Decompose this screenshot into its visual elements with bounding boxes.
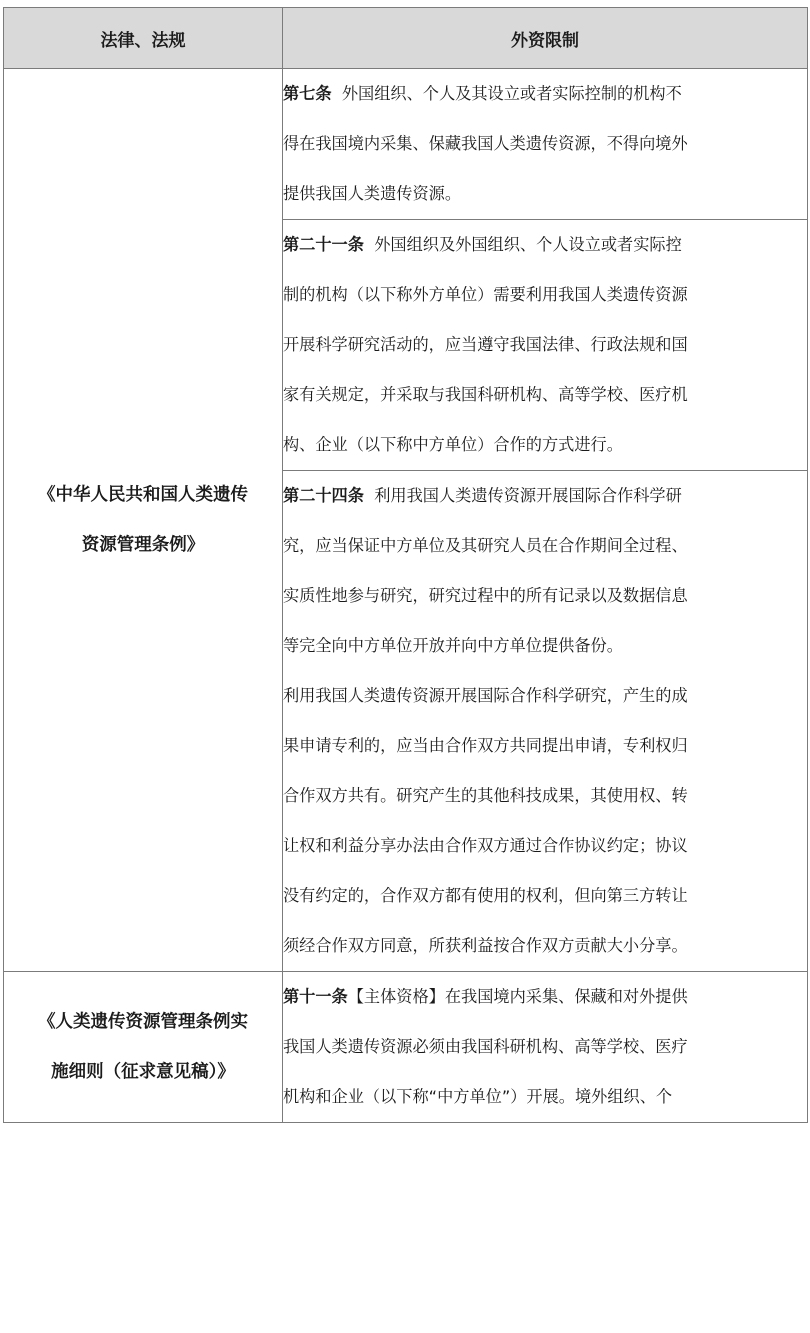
- law-name-cell: [4, 69, 283, 972]
- article-text-line: 【主体资格】在我国境内采集、保藏和对外提供: [347, 987, 688, 1006]
- article-text-line: 究，应当保证中方单位及其研究人员在合作期间全过程、: [283, 536, 688, 555]
- article-cell: [283, 471, 808, 972]
- article-text-line: 机构和企业（以下称“中方单位”）开展。境外组织、个: [283, 1087, 673, 1106]
- article-label: 第十一条: [283, 987, 348, 1006]
- article-text-line: 开展科学研究活动的，应当遵守我国法律、行政法规和国: [283, 335, 688, 354]
- article-text-line: 构、企业（以下称中方单位）合作的方式进行。: [283, 435, 623, 454]
- table-row: [4, 69, 808, 220]
- article-text-line: 提供我国人类遗传资源。: [283, 184, 462, 203]
- article-text-line: 得在我国境内采集、保藏我国人类遗传资源，不得向境外: [283, 134, 688, 153]
- article-text-line: 制的机构（以下称外方单位）需要利用我国人类遗传资源: [283, 285, 688, 304]
- article-text-line: 须经合作双方同意，所获利益按合作双方贡献大小分享。: [283, 936, 688, 955]
- article-text-line: 外国组织及外国组织、个人设立或者实际控: [374, 235, 682, 254]
- article-label: 第二十四条: [283, 486, 364, 505]
- article-text-line: 合作双方共有。研究产生的其他科技成果，其使用权、转: [283, 786, 688, 805]
- article-text-line: 没有约定的，合作双方都有使用的权利，但向第三方转让: [283, 886, 688, 905]
- article-text-line: 等完全向中方单位开放并向中方单位提供备份。: [283, 636, 623, 655]
- article-label: 第七条: [283, 84, 332, 103]
- law-name-line: 《人类遗传资源管理条例实: [38, 1012, 248, 1032]
- header-law-column: 法律、法规: [4, 8, 283, 69]
- header-restriction-column: 外资限制: [283, 8, 808, 69]
- header-row: [4, 8, 808, 69]
- article-text-line: 外国组织、个人及其设立或者实际控制的机构不: [341, 84, 682, 103]
- article-text-line: 家有关规定，并采取与我国科研机构、高等学校、医疗机: [283, 385, 688, 404]
- article-text-line: 我国人类遗传资源必须由我国科研机构、高等学校、医疗: [283, 1037, 688, 1056]
- article-text-line: 利用我国人类遗传资源开展国际合作科学研: [374, 486, 682, 505]
- article-cell: [283, 69, 808, 220]
- article-cell: [283, 972, 808, 1123]
- article-label: 第二十一条: [283, 235, 364, 254]
- article-text-line: 果申请专利的，应当由合作双方共同提出申请，专利权归: [283, 736, 688, 755]
- article-text-line: 实质性地参与研究，研究过程中的所有记录以及数据信息: [283, 586, 688, 605]
- table-row: [4, 972, 808, 1123]
- regulations-table: [3, 7, 808, 1123]
- article-cell: [283, 220, 808, 471]
- law-name-line: 《中华人民共和国人类遗传: [38, 485, 248, 505]
- law-name-line: 施细则（征求意见稿）》: [51, 1062, 235, 1082]
- article-text-line: 利用我国人类遗传资源开展国际合作科学研究，产生的成: [283, 686, 688, 705]
- article-text-line: 让权和利益分享办法由合作双方通过合作协议约定；协议: [283, 836, 688, 855]
- law-name-line: 资源管理条例》: [81, 535, 205, 555]
- law-name-cell: [4, 972, 283, 1123]
